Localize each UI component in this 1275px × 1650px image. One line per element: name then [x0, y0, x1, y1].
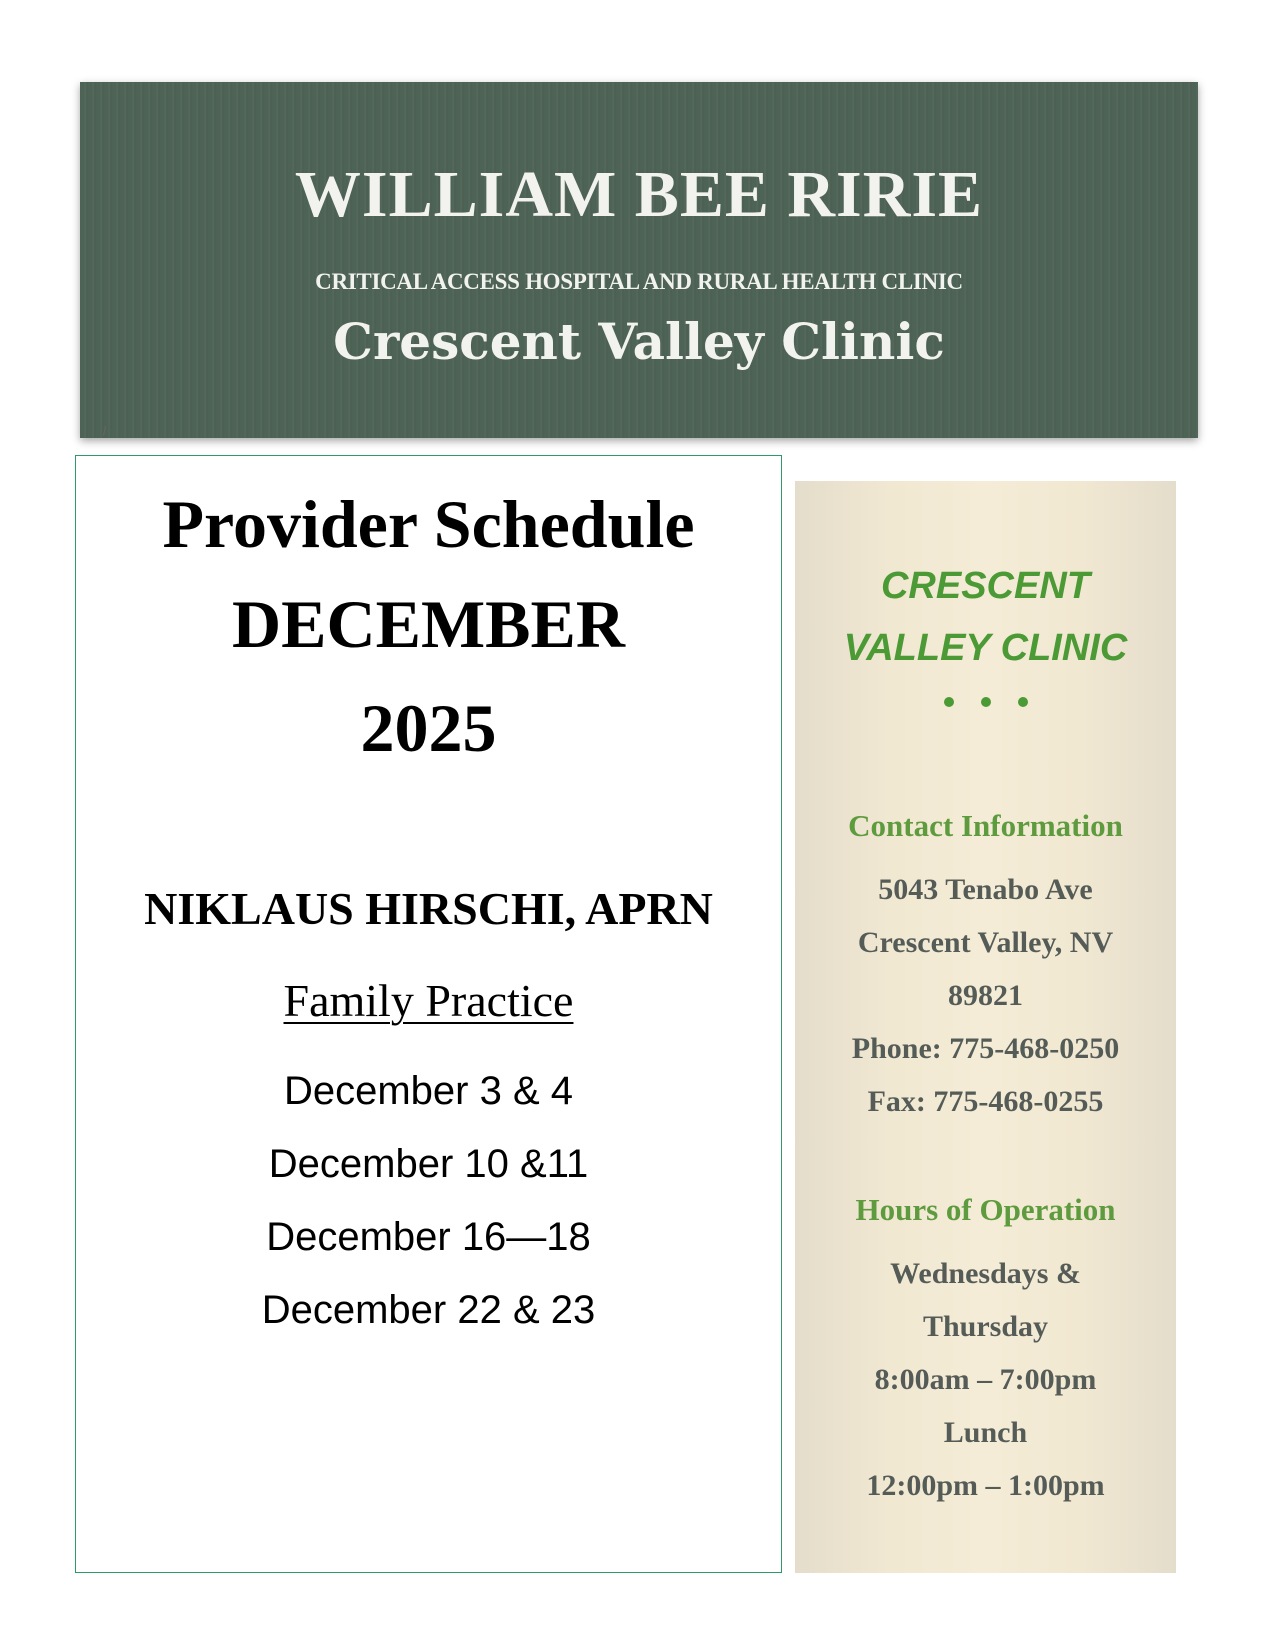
address-street: 5043 Tenabo Ave [878, 873, 1093, 906]
hours-line: 8:00am – 7:00pm [874, 1363, 1097, 1396]
decorative-dots [795, 697, 1176, 707]
phone-number: Phone: 775-468-0250 [851, 1032, 1120, 1065]
schedule-title: Provider Schedule [162, 486, 695, 562]
fax-number: Fax: 775-468-0255 [867, 1085, 1104, 1118]
banner-clinic-name: Crescent Valley Clinic [333, 312, 945, 371]
hours-heading: Hours of Operation [855, 1192, 1116, 1227]
schedule-date: December 16—18 [266, 1215, 591, 1259]
schedule-date: December 3 & 4 [283, 1069, 574, 1113]
sidebar-title-line: CRESCENT [880, 565, 1091, 607]
contact-heading: Contact Information [848, 808, 1123, 843]
hospital-subtitle: CRITICAL ACCESS HOSPITAL AND RURAL HEALTH CLINIC [315, 269, 963, 294]
provider-schedule-box [75, 455, 782, 1573]
schedule-date: December 22 & 23 [261, 1288, 596, 1332]
hours-line: Lunch [943, 1416, 1028, 1449]
hospital-name: WILLIAM BEE RIRIE [294, 158, 984, 231]
sidebar-title-line: VALLEY CLINIC [843, 627, 1128, 669]
provider-specialty [76, 975, 781, 1026]
specialty-label: Family Practice [283, 975, 574, 1026]
hours-line: 12:00pm – 1:00pm [866, 1469, 1105, 1502]
clinic-info-sidebar [795, 481, 1176, 1573]
dot-icon [981, 697, 991, 707]
dot-icon [944, 697, 954, 707]
address-zip: 89821 [948, 979, 1023, 1012]
schedule-year: 2025 [360, 690, 497, 766]
hours-line: Thursday [922, 1310, 1049, 1343]
dot-icon [1018, 697, 1028, 707]
header-banner [80, 82, 1198, 438]
address-city: Crescent Valley, NV [857, 926, 1114, 959]
schedule-month: DECEMBER [232, 586, 625, 662]
schedule-date: December 10 &11 [268, 1142, 589, 1186]
provider-name: NIKLAUS HIRSCHI, APRN [144, 883, 713, 934]
hours-line: Wednesdays & [890, 1257, 1081, 1290]
